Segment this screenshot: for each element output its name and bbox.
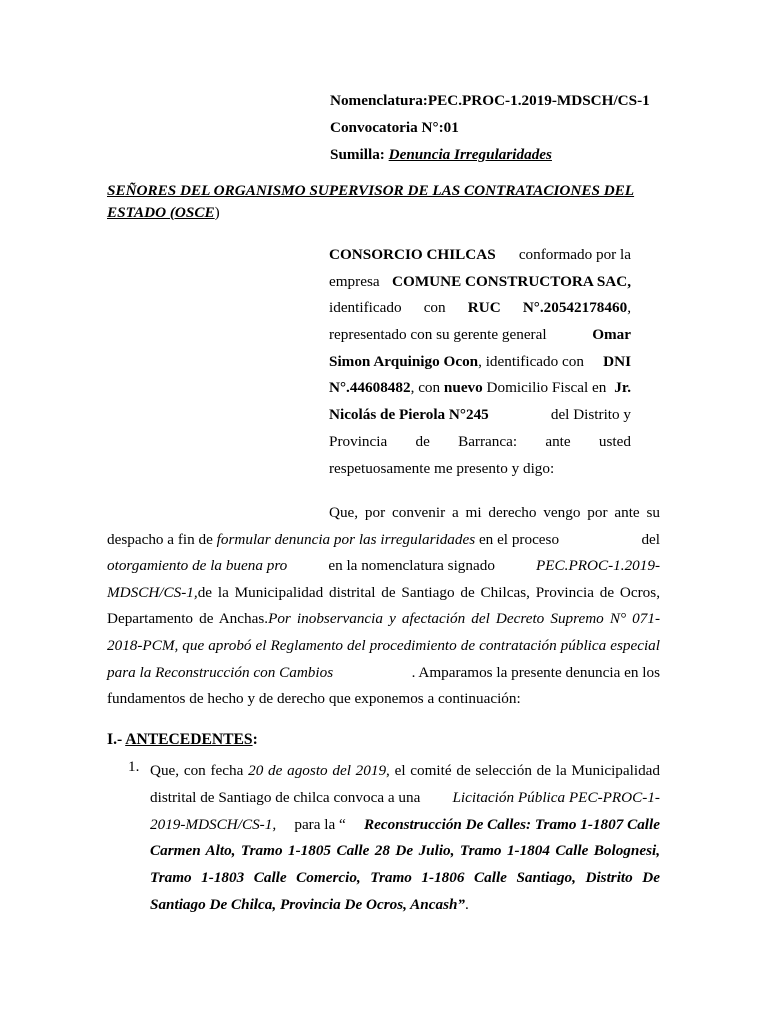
dni-wrap xyxy=(329,375,606,402)
intro-paragraph xyxy=(329,242,631,482)
section-suffix: : xyxy=(252,731,258,748)
item-text: Que, con fecha xyxy=(150,762,249,779)
nuevo-word: nuevo xyxy=(443,379,483,397)
body-text: en la nomenclatura signado xyxy=(328,557,495,575)
addressee xyxy=(107,180,660,224)
body-italic: para la Reconstrucción con Cambios xyxy=(107,663,334,681)
item-italic: 2019-MDSCH/CS-1, xyxy=(150,815,277,833)
sumilla-label: Sumilla: xyxy=(330,146,389,163)
item-text: , el comité de selección de la Municipalidad xyxy=(386,762,661,779)
body-line-1 xyxy=(107,500,660,527)
item-bold-italic: Carmen Alto, Tramo 1-1805 Calle 28 De Julio, Tramo 1-1804 Calle Bolognesi, xyxy=(150,842,660,860)
intro-text: empresa xyxy=(329,272,380,290)
intro-text: identificado xyxy=(329,299,402,317)
body-text: despacho a fin de xyxy=(107,530,217,548)
intro-line-1 xyxy=(329,242,631,269)
body-italic: otorgamiento de la buena pro xyxy=(107,557,288,575)
body-line-3 xyxy=(107,553,660,580)
intro-text: de xyxy=(415,432,430,450)
item-line-1-wrap xyxy=(150,758,660,785)
consorcio-name: CONSORCIO CHILCAS xyxy=(329,246,496,263)
item-line-6 xyxy=(150,892,660,919)
item-text: . xyxy=(465,895,469,913)
body-text: Departamento de Anchas. xyxy=(107,610,269,628)
body-italic: Por inobservancia y afectación del Decreto Supremo N° 071- xyxy=(268,610,661,628)
intro-text: representado con su gerente general xyxy=(329,326,547,344)
item-bold-italic: Tramo 1-1803 Calle Comercio, Tramo 1-1806 Calle Santiago, Distrito De xyxy=(150,869,660,887)
intro-text: del Distrito y xyxy=(550,406,631,424)
item-line-3 xyxy=(150,812,660,839)
intro-line-7 xyxy=(329,402,631,429)
body-text: . Amparamos la presente denuncia en los xyxy=(411,663,660,681)
ruc-label: RUC xyxy=(467,299,501,317)
body-line-2-wrap xyxy=(107,527,559,554)
sumilla-value: Denuncia Irregularidades xyxy=(388,146,552,163)
addressee-line-2-underlined: ESTADO (OSCE xyxy=(107,204,215,221)
dni-label: DNI xyxy=(603,352,631,370)
item-date: 20 de agosto del 2019 xyxy=(248,762,387,779)
body-text: del xyxy=(641,530,660,548)
name-wrap xyxy=(329,349,584,376)
convocatoria-line: Convocatoria N°:01 xyxy=(330,119,459,136)
body-line-4 xyxy=(107,580,660,607)
body-paragraph xyxy=(107,500,660,713)
manager-name: Simon Arquinigo Ocon xyxy=(329,352,479,370)
ruc-number: N°.20542178460 xyxy=(522,299,628,317)
body-line-8 xyxy=(107,686,660,713)
addressee-line-1 xyxy=(107,180,660,202)
item-text: para la “ xyxy=(294,815,346,833)
intro-line-4 xyxy=(329,322,631,349)
body-text: fundamentos de hecho y de derecho que exponemos a continuación: xyxy=(107,690,521,708)
item-italic: Licitación Pública PEC-PROC-1- xyxy=(452,788,660,806)
intro-line-8 xyxy=(329,429,631,456)
intro-line-6 xyxy=(329,375,631,402)
intro-text: respetuosamente me presento y digo: xyxy=(329,459,555,477)
item-bold-italic: Reconstrucción De Calles: Tramo 1-1807 Calle xyxy=(363,815,660,833)
body-line-7 xyxy=(107,660,660,687)
jr-label: Jr. xyxy=(614,379,631,397)
company-name: COMUNE CONSTRUCTORA SAC, xyxy=(392,272,631,290)
item-line-5 xyxy=(150,865,660,892)
section-prefix: I.- xyxy=(107,731,126,748)
list-item-number: 1. xyxy=(128,758,140,775)
body-line-6 xyxy=(107,633,660,660)
body-italic: MDSCH/CS-1, xyxy=(107,583,198,601)
intro-text: Domicilio Fiscal en xyxy=(482,379,607,397)
intro-text: con xyxy=(423,299,446,317)
item-line-4 xyxy=(150,838,660,865)
intro-text: , con xyxy=(410,379,444,397)
body-text: de la Municipalidad distrital de Santiago de Chilcas, Provincia de Ocros, xyxy=(197,583,660,601)
section-heading: ANTECEDENTES xyxy=(125,731,253,748)
item-line-2 xyxy=(150,785,660,812)
item-bold-italic: Santiago De Chilca, Provincia De Ocros, Ancash” xyxy=(150,895,466,913)
body-italic: 2018-PCM, que aprobó el Reglamento del procedimiento de contratación pública especial xyxy=(107,636,660,654)
intro-line-3 xyxy=(329,295,631,322)
ruc-number-wrap xyxy=(523,295,631,322)
item-line-1 xyxy=(150,758,660,785)
addressee-line-1-text: SEÑORES DEL ORGANISMO SUPERVISOR DE LAS CONTRATACIONES DEL xyxy=(107,182,635,199)
intro-text: Provincia xyxy=(329,432,388,450)
intro-text: usted xyxy=(598,432,631,450)
addressee-line-2 xyxy=(107,202,660,224)
intro-text: conformado por la xyxy=(518,246,631,263)
body-text: Que, por convenir a mi derecho vengo por ante su xyxy=(329,504,660,521)
body-italic: PEC.PROC-1.2019- xyxy=(535,557,660,575)
body-line-5 xyxy=(107,606,660,633)
address-street: Nicolás de Pierola N°245 xyxy=(329,406,489,424)
intro-line-9 xyxy=(329,456,631,483)
sumilla-line xyxy=(330,146,552,164)
intro-line-2 xyxy=(329,269,631,296)
dni-number: N°.44608482 xyxy=(329,379,411,397)
intro-text: , xyxy=(627,299,631,317)
body-line-4-wrap xyxy=(107,580,660,607)
section-title xyxy=(107,731,258,749)
intro-text: , identificado con xyxy=(478,352,584,370)
body-line-5-wrap xyxy=(107,606,660,633)
manager-first-name: Omar xyxy=(592,326,631,344)
intro-text: Barranca: xyxy=(458,432,518,450)
body-italic: formular denuncia por las irregularidades xyxy=(216,530,476,548)
addressee-line-2-tail: ) xyxy=(214,204,220,221)
nomenclatura-line: Nomenclatura:PEC.PROC-1.2019-MDSCH/CS-1 xyxy=(330,92,650,109)
body-line-2 xyxy=(107,527,660,554)
list-item-text xyxy=(150,758,660,919)
item-text: distrital de Santiago de chilca convoca a una xyxy=(150,788,421,806)
intro-line-5 xyxy=(329,349,631,376)
body-text: en el proceso xyxy=(475,530,560,548)
intro-text: ante xyxy=(545,432,571,450)
